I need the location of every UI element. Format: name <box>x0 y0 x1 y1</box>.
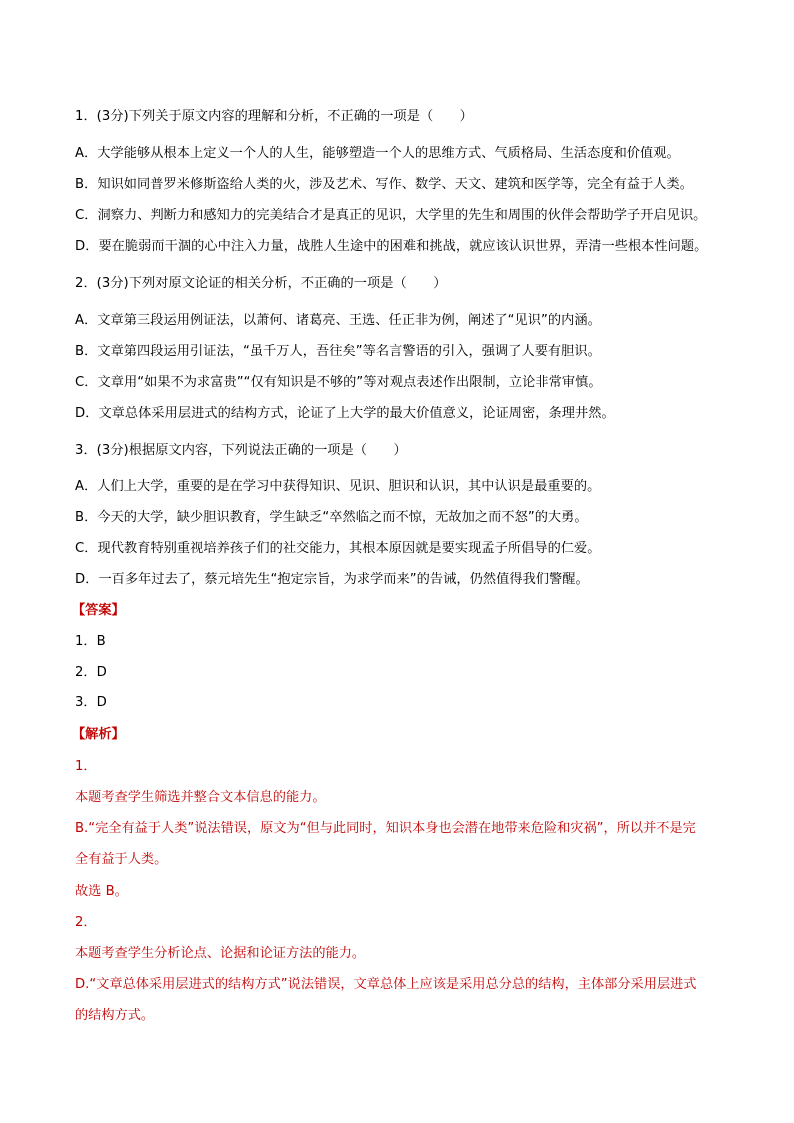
analysis-line: 本题考查学生分析论点、论据和论证方法的能力。 <box>75 946 366 961</box>
answer-item-1: 1．B <box>75 634 106 649</box>
analysis-line: 2． <box>75 915 97 930</box>
analysis-line: 故选 B。 <box>75 884 128 899</box>
question-2-option-c: C．文章用“如果不为求富贵”“仅有知识是不够的”等对观点表述作出限制，立论非常审慎。 <box>75 375 602 390</box>
question-1-option-c: C．洞察力、判断力和感知力的完美结合才是真正的见识，大学里的先生和周围的伙伴会帮助学子开启见识。 <box>75 208 707 223</box>
answer-heading: 【答案】 <box>72 603 125 618</box>
question-1-option-d: D．要在脆弱而干涸的心中注入力量，战胜人生途中的困难和挑战，就应该认识世界，弄清一些根本性问题。 <box>75 239 708 254</box>
analysis-line: 本题考查学生筛选并整合文本信息的能力。 <box>75 790 326 805</box>
question-2-option-d: D．文章总体采用层进式的结构方式，论证了上大学的最大价值意义，论证周密，条理井然。 <box>75 406 615 421</box>
analysis-line: 全有益于人类。 <box>75 852 168 867</box>
question-3-option-c: C．现代教育特别重视培养孩子们的社交能力，其根本原因就是要实现孟子所倡导的仁爱。 <box>75 541 601 556</box>
answer-item-3: 3．D <box>75 695 107 710</box>
question-1-option-b: B．知识如同普罗米修斯盗给人类的火，涉及艺术、写作、数学、天文、建筑和医学等，完全有益于人类。 <box>75 177 694 192</box>
analysis-line: D.“文章总体采用层进式的结构方式”说法错误，文章总体上应该是采用总分总的结构，主体部分采用层进式 <box>75 977 697 992</box>
answer-item-2: 2．D <box>75 665 107 680</box>
question-1-stem: 1．(3分)下列关于原文内容的理解和分析，不正确的一项是（ ） <box>75 109 473 124</box>
question-2-option-b: B．文章第四段运用引证法，“虽千万人，吾往矣”等名言警语的引入，强调了人要有胆识。 <box>75 344 601 359</box>
analysis-line: B.“完全有益于人类”说法错误，原文为“但与此同时，知识本身也会潜在地带来危险和灾祸”，所以并不是完 <box>75 821 696 836</box>
question-2-option-a: A．文章第三段运用例证法，以萧何、诸葛亮、王选、任正非为例，阐述了“见识”的内涵。 <box>75 313 601 328</box>
analysis-line: 1． <box>75 759 97 774</box>
question-1-option-a: A．大学能够从根本上定义一个人的人生，能够塑造一个人的思维方式、气质格局、生活态度和价值观。 <box>75 146 680 161</box>
question-2-stem: 2．(3分)下列对原文论证的相关分析，不正确的一项是（ ） <box>75 276 447 291</box>
analysis-line: 的结构方式。 <box>75 1008 155 1023</box>
question-3-option-a: A．人们上大学，重要的是在学习中获得知识、见识、胆识和认识，其中认识是最重要的。 <box>75 479 601 494</box>
question-3-option-d: D．一百多年过去了，蔡元培先生“抱定宗旨，为求学而来”的告诫，仍然值得我们警醒。 <box>75 572 589 587</box>
question-3-option-b: B．今天的大学，缺少胆识教育，学生缺乏“卒然临之而不惊，无故加之而不怒”的大勇。 <box>75 510 588 525</box>
question-3-stem: 3．(3分)根据原文内容，下列说法正确的一项是（ ） <box>75 443 407 458</box>
analysis-heading: 【解析】 <box>72 727 125 742</box>
